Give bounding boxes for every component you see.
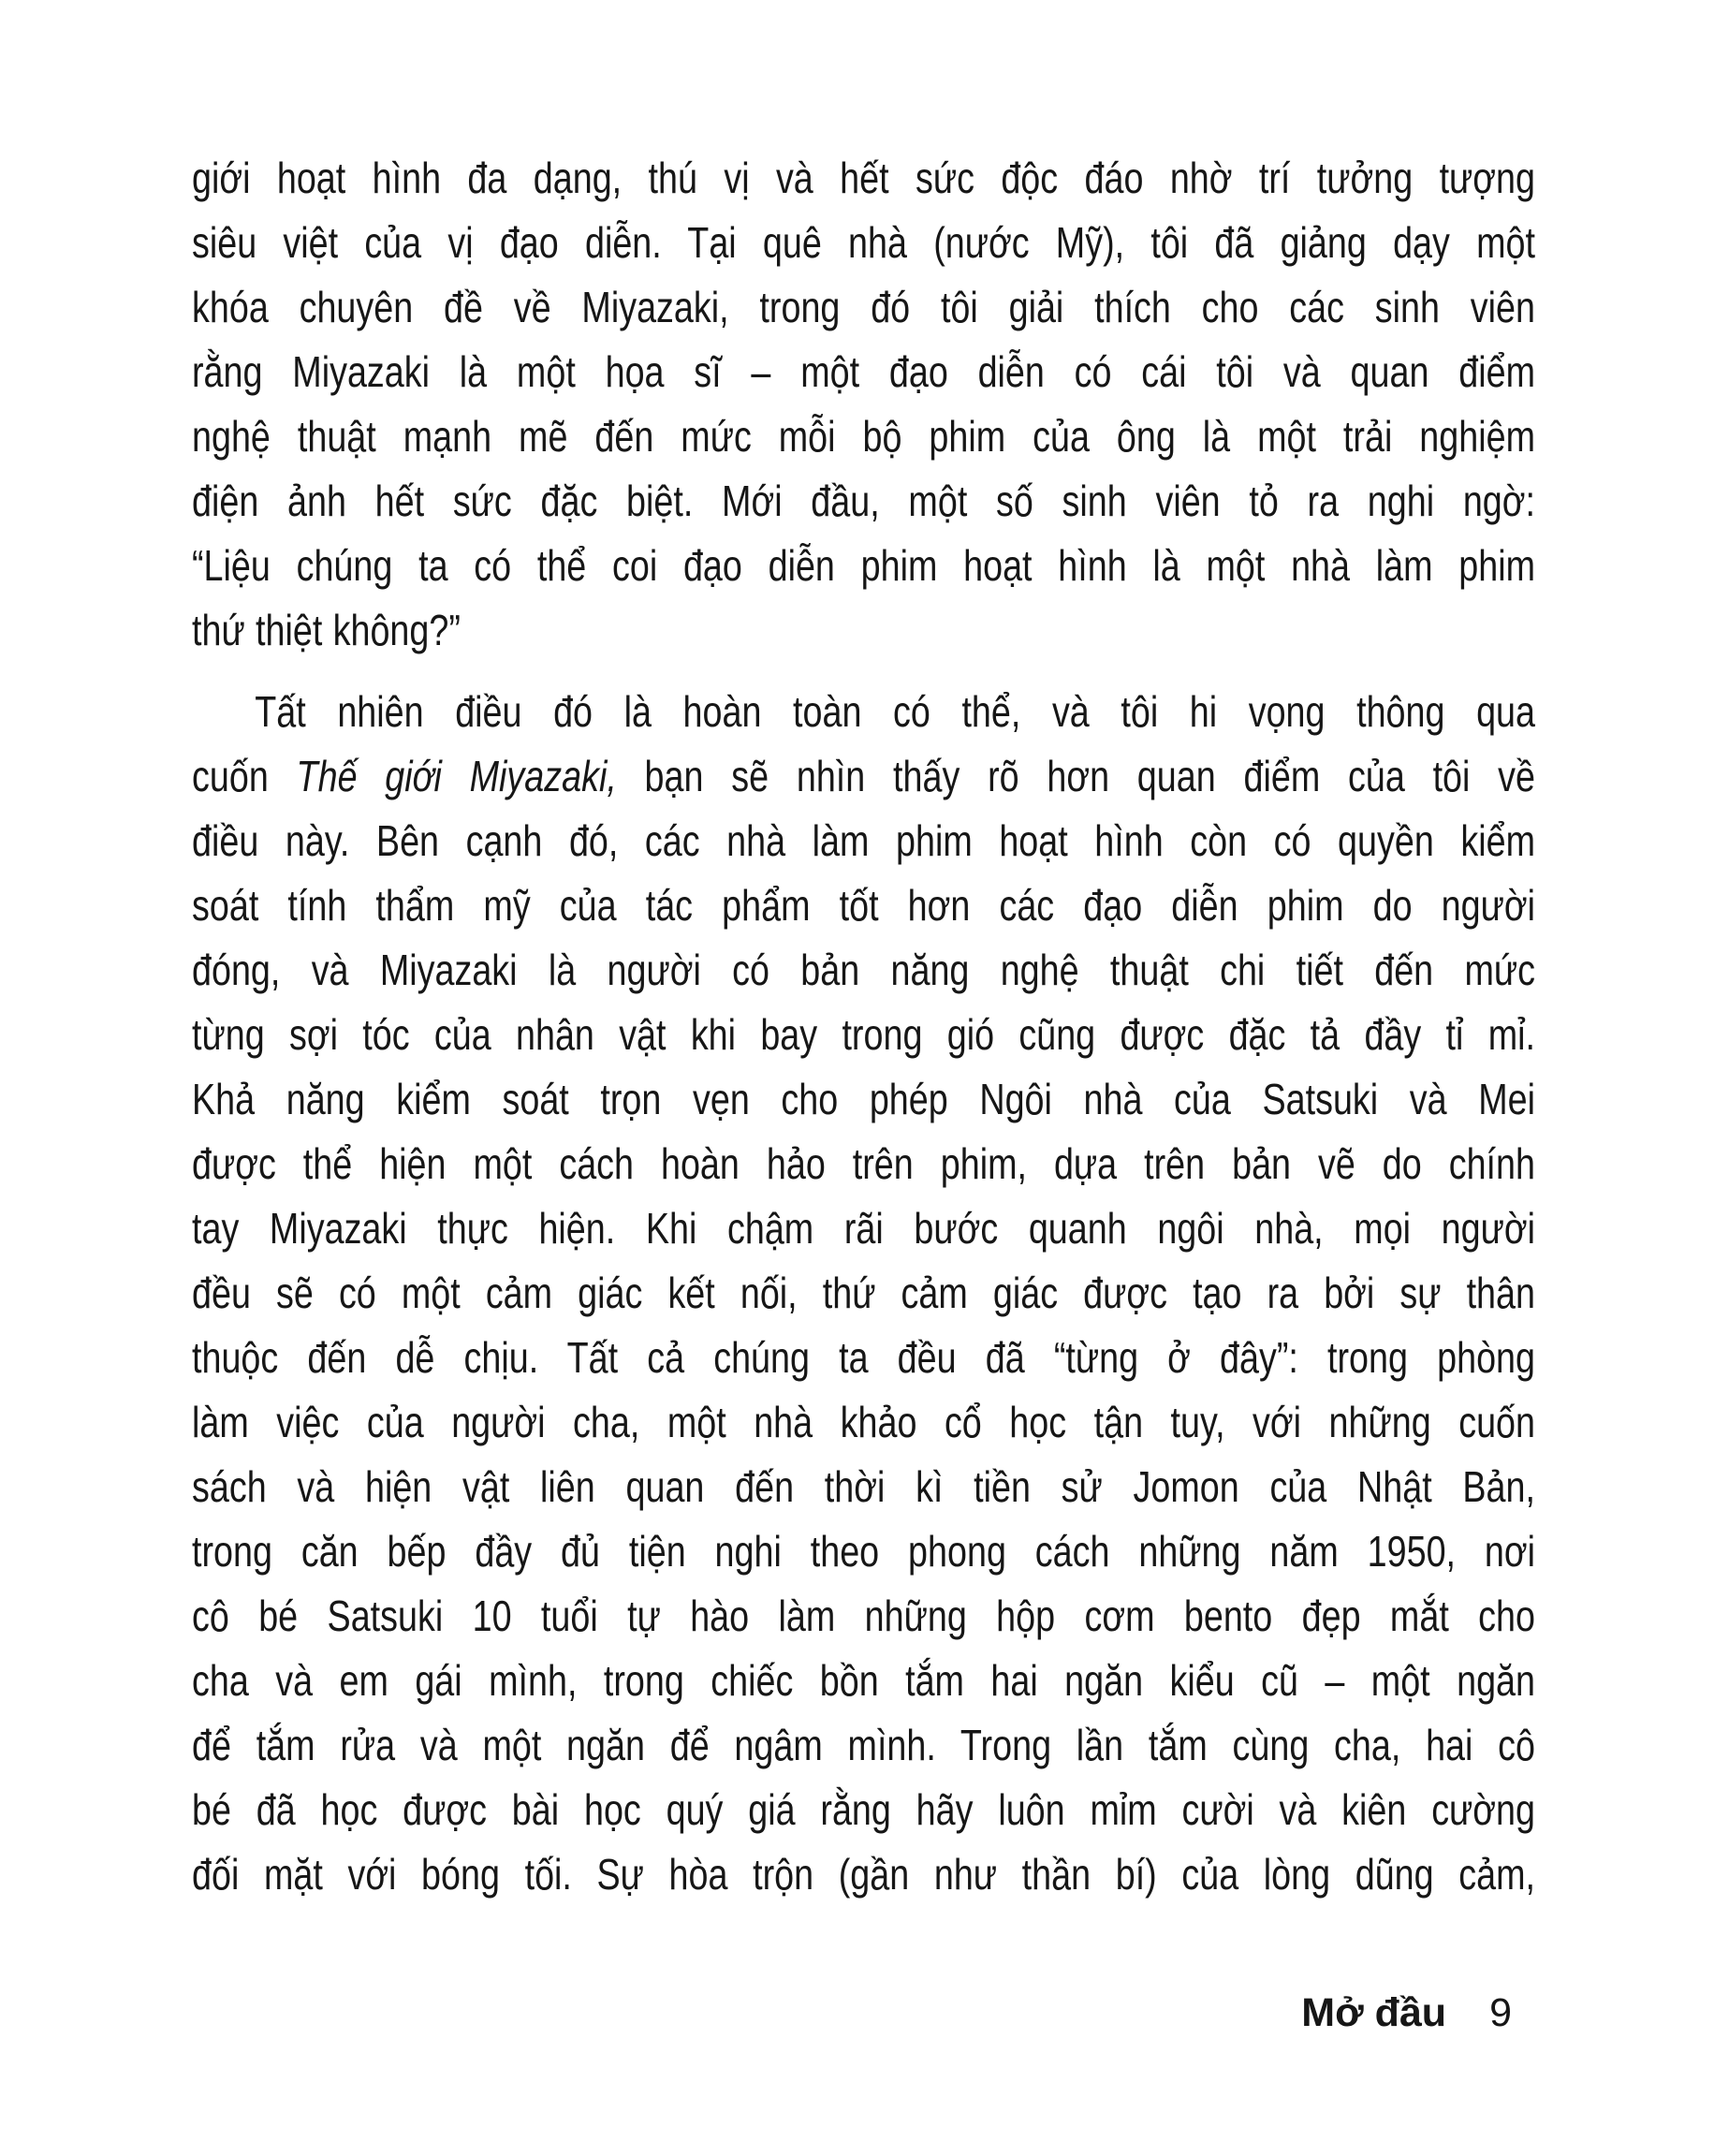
text-segment: điện ảnh hết sức đặc biệt. Mới đầu, một số sinh viên tỏ ra nghi ngờ: [192,477,1535,525]
text-segment: sách và hiện vật liên quan đến thời kì tiền sử Jomon của Nhật Bản, [192,1462,1535,1511]
text-line [192,1584,1535,1649]
text-segment: làm việc của người cha, một nhà khảo cổ học tận tuy, với những cuốn [192,1398,1535,1446]
text-segment: tay Miyazaki thực hiện. Khi chậm rãi bước quanh ngôi nhà, mọi người [192,1204,1535,1253]
text-line [192,534,1535,598]
text-segment: thuộc đến dễ chịu. Tất cả chúng ta đều đã “từng ở đây”: trong phòng [192,1333,1535,1382]
text-segment: siêu việt của vị đạo diễn. Tại quê nhà (nước Mỹ), tôi đã giảng dạy một [192,218,1535,267]
text-line [192,873,1535,938]
text-segment: trong căn bếp đầy đủ tiện nghi theo phong cách những năm 1950, nơi [192,1527,1535,1576]
text-line [192,1067,1535,1132]
text-line [192,469,1535,534]
text-line [192,1649,1535,1713]
page-footer [1301,1988,1512,2037]
text-line [192,1390,1535,1455]
text-line [192,1713,1535,1778]
text-line [192,1003,1535,1067]
page-text [192,146,1535,1907]
text-line [192,404,1535,469]
text-segment: bé đã học được bài học quý giá rằng hãy luôn mỉm cười và kiên cường [192,1785,1535,1834]
text-segment: nghệ thuật mạnh mẽ đến mức mỗi bộ phim của ông là một trải nghiệm [192,412,1535,461]
text-line [192,211,1535,275]
text-segment: cha và em gái mình, trong chiếc bồn tắm hai ngăn kiểu cũ – một ngăn [192,1656,1535,1705]
text-segment: Khả năng kiểm soát trọn vẹn cho phép Ngôi nhà của Satsuki và Mei [192,1075,1535,1123]
text-segment: thứ thiệt không?” [192,606,461,654]
text-line [192,744,1535,809]
footer-section-label: Mở đầu [1301,1990,1447,2035]
text-line [192,146,1535,211]
text-segment: Tất nhiên điều đó là hoàn toàn có thể, và tôi hi vọng thông qua [255,687,1535,736]
text-line [192,1842,1535,1907]
text-line [192,598,1535,663]
footer-page-number: 9 [1489,1990,1512,2035]
paragraph [192,680,1535,1907]
text-segment: soát tính thẩm mỹ của tác phẩm tốt hơn các đạo diễn phim do người [192,881,1535,930]
book-title-italic: Thế giới Miyazaki, [296,752,617,800]
text-line [192,1519,1535,1584]
text-segment: đóng, và Miyazaki là người có bản năng nghệ thuật chi tiết đến mức [192,946,1535,994]
text-segment: điều này. Bên cạnh đó, các nhà làm phim hoạt hình còn có quyền kiểm [192,816,1535,865]
text-line [192,1455,1535,1519]
text-line [192,1132,1535,1196]
text-segment: giới hoạt hình đa dạng, thú vị và hết sức độc đáo nhờ trí tưởng tượng [192,154,1535,202]
text-line [192,809,1535,873]
text-line [192,1326,1535,1390]
text-segment: “Liệu chúng ta có thể coi đạo diễn phim hoạt hình là một nhà làm phim [192,541,1535,590]
text-segment: khóa chuyên đề về Miyazaki, trong đó tôi giải thích cho các sinh viên [192,283,1535,331]
text-line [192,275,1535,340]
text-line [192,340,1535,404]
text-line [192,1778,1535,1842]
text-segment: rằng Miyazaki là một họa sĩ – một đạo diễn có cái tôi và quan điểm [192,347,1535,396]
text-line [192,680,1535,744]
text-line [192,1196,1535,1261]
text-segment: để tắm rửa và một ngăn để ngâm mình. Trong lần tắm cùng cha, hai cô [192,1721,1535,1769]
text-segment: đối mặt với bóng tối. Sự hòa trộn (gần như thần bí) của lòng dũng cảm, [192,1850,1535,1899]
text-segment: đều sẽ có một cảm giác kết nối, thứ cảm giác được tạo ra bởi sự thân [192,1269,1535,1317]
text-segment: cuốn [192,752,297,800]
paragraph [192,146,1535,663]
text-line [192,938,1535,1003]
text-segment: bạn sẽ nhìn thấy rõ hơn quan điểm của tôi về [616,752,1535,800]
text-segment: được thể hiện một cách hoàn hảo trên phim, dựa trên bản vẽ do chính [192,1139,1535,1188]
text-segment: từng sợi tóc của nhân vật khi bay trong gió cũng được đặc tả đầy tỉ mỉ. [192,1010,1535,1059]
text-line [192,1261,1535,1326]
text-segment: cô bé Satsuki 10 tuổi tự hào làm những hộp cơm bento đẹp mắt cho [192,1591,1535,1640]
